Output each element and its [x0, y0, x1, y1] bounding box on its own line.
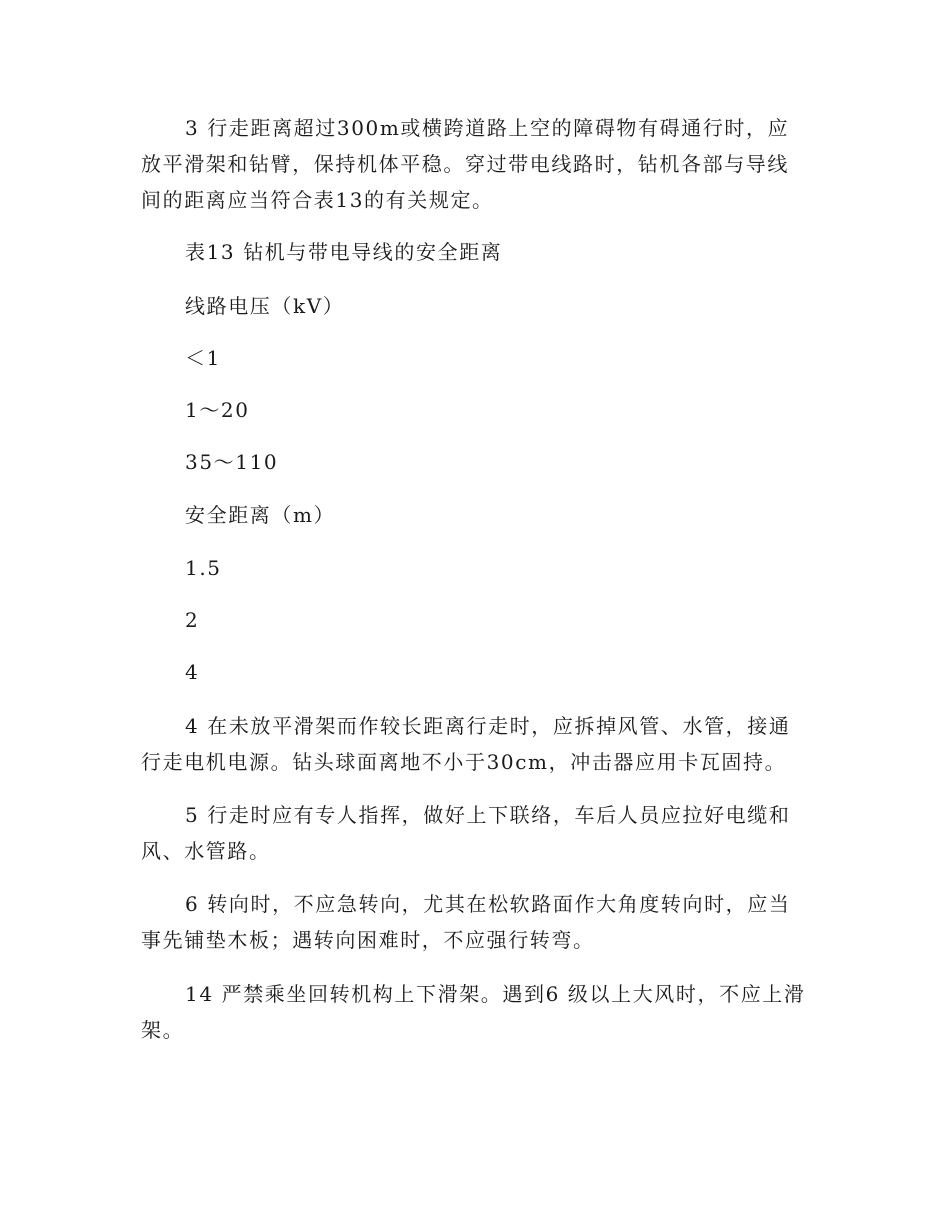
voltage-cell: 1～20 [185, 398, 250, 422]
paragraph-14: 14 严禁乘坐回转机构上下滑架。遇到6 级以上大风时，不应上滑架。 [141, 982, 806, 1042]
distance-cell: 4 [185, 660, 200, 684]
paragraph-5: 5 行走时应有专人指挥，做好上下联络，车后人员应拉好电缆和风、水管路。 [141, 803, 791, 863]
paragraph-6: 6 转向时，不应急转向，尤其在松软路面作大角度转向时，应当事先铺垫木板；遇转向困难时，不应强行转弯。 [141, 892, 791, 952]
paragraph-3: 3 行走距离超过300m或横跨道路上空的障碍物有碍通行时，应放平滑架和钻臂，保持机体平稳。穿过带电线路时，钻机各部与导线间的距离应当符合表13的有关规定。 [141, 116, 790, 212]
table-13-caption: 表13 钻机与带电导线的安全距离 [185, 240, 503, 264]
paragraph-4: 4 在未放平滑架而作较长距离行走时，应拆掉风管、水管，接通行走电机电源。钻头球面离地不小于30cm，冲击器应用卡瓦固持。 [141, 714, 791, 774]
voltage-cell: ＜1 [185, 346, 221, 370]
distance-header: 安全距离（m） [185, 503, 336, 527]
voltage-header: 线路电压（kV） [185, 294, 345, 318]
voltage-cell: 35～110 [185, 450, 279, 474]
distance-cell: 1.5 [185, 556, 222, 580]
distance-cell: 2 [185, 608, 200, 632]
